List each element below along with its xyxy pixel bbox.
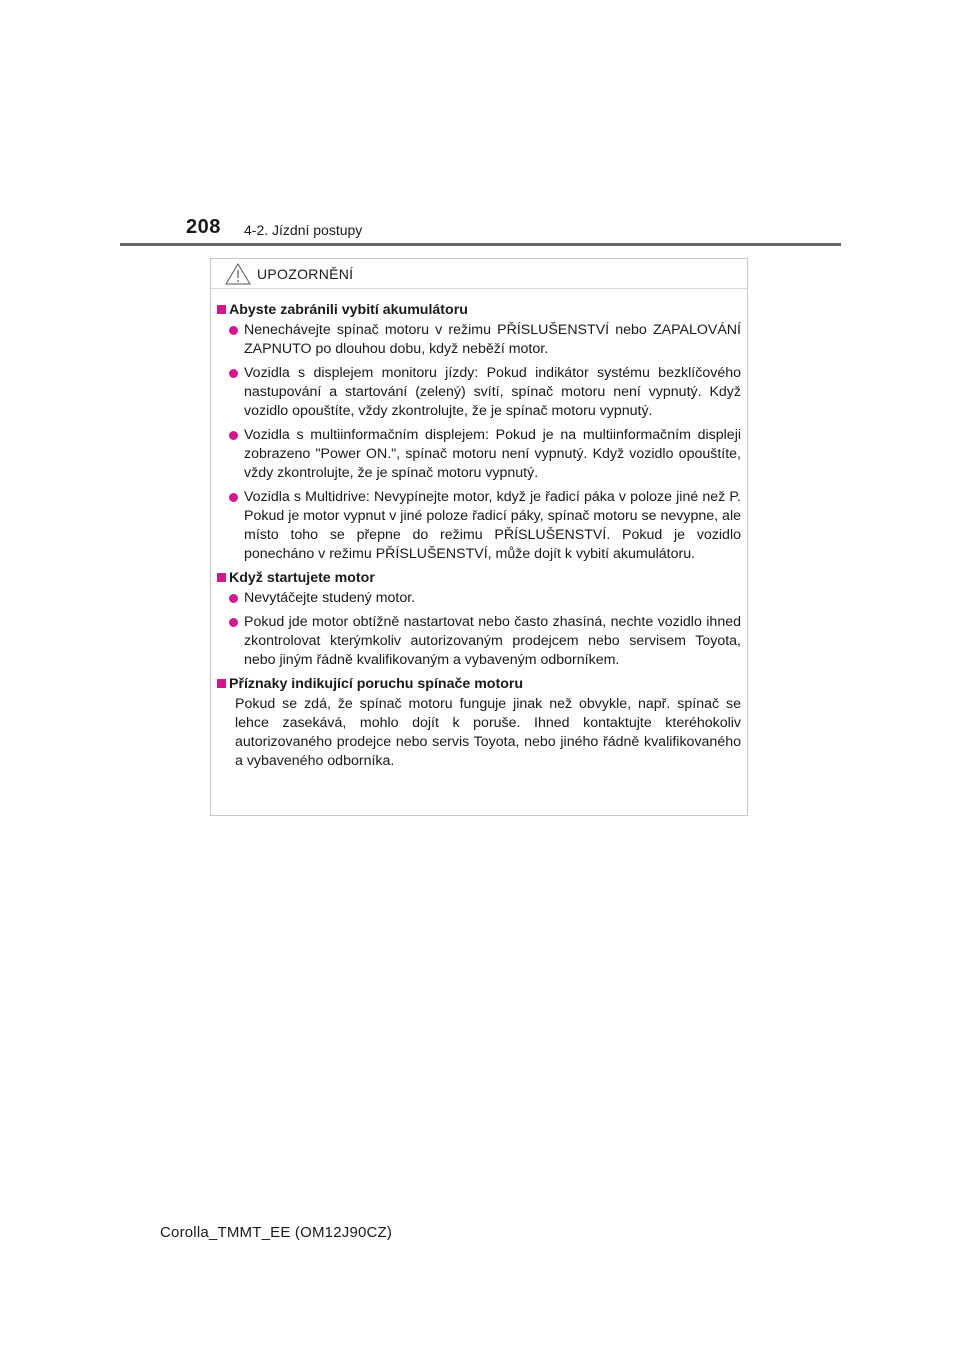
- bullet-text: Nevytáčejte studený motor.: [244, 590, 416, 606]
- bullet-item: [229, 426, 741, 483]
- warning-triangle-icon: [225, 263, 251, 285]
- square-bullet-icon: [217, 573, 226, 582]
- square-bullet-icon: [217, 679, 226, 688]
- bullet-text: Nenechávejte spínač motoru v režimu PŘÍSLUŠENSTVÍ nebo ZAPALOVÁNÍ ZAPNUTO po dlouhou dobu, když neběží motor.: [244, 322, 741, 357]
- warning-header: [211, 259, 747, 289]
- document-code: Corolla_TMMT_EE (OM12J90CZ): [160, 1224, 393, 1241]
- topic-heading-text: Příznaky indikující poruchu spínače motoru: [229, 676, 524, 692]
- bullet-text: Vozidla s multiinformačním displejem: Pokud je na multiinformačním displeji zobrazeno "Power ON.", spínač motoru není vypnutý. Když vozidlo opouštíte, vždy zkontrolujte, že je spínač motoru vypnutý.: [244, 427, 741, 481]
- bullet-text: Pokud jde motor obtížně nastartovat nebo často zhasíná, nechte vozidlo ihned zkontrolovat kterýmkoliv autorizovaným prodejcem nebo servisem Toyota, nebo jiným řádně kvalifikovaným a vybaveným odborníkem.: [244, 614, 741, 668]
- bullet-item: [229, 589, 741, 608]
- bullet-item: [229, 364, 741, 421]
- warning-title: UPOZORNĚNÍ: [257, 265, 354, 282]
- header-rule: [120, 243, 841, 246]
- bullet-item: [229, 613, 741, 670]
- bullet-text: Vozidla s displejem monitoru jízdy: Pokud indikátor systému bezklíčového nastupování a startování (zelený) svítí, spínač motoru není vypnutý. Když vozidlo opouštíte, vždy zkontrolujte, že je spínač motoru vypnutý.: [244, 365, 741, 419]
- round-bullet-icon: [229, 493, 238, 502]
- round-bullet-icon: [229, 369, 238, 378]
- warning-content: [211, 289, 747, 771]
- warning-box: [210, 258, 748, 816]
- section-title: 4-2. Jízdní postupy: [244, 222, 363, 238]
- round-bullet-icon: [229, 431, 238, 440]
- topic-paragraph: Pokud se zdá, že spínač motoru funguje jinak než obvykle, např. spínač se lehce zasekává, mohlo dojít k poruše. Ihned kontaktujte kteréhokoliv autorizovaného prodejce nebo servis Toyota, nebo jiného řádně kvalifikovaného a vybaveného odborníka.: [235, 696, 741, 769]
- topic-heading: [217, 301, 741, 320]
- topic-heading: [217, 569, 741, 588]
- bullet-text: Vozidla s Multidrive: Nevypínejte motor, když je řadicí páka v poloze jiné než P. Pokud je motor vypnut v jiné poloze řadicí páky, spínač motoru se nevypne, ale místo toho se přepne do režimu PŘÍSLUŠENSTVÍ. Pokud je vozidlo ponecháno v režimu PŘÍSLUŠENSTVÍ, může dojít k vybití akumulátoru.: [244, 489, 741, 562]
- round-bullet-icon: [229, 326, 238, 335]
- bullet-item: [229, 321, 741, 359]
- bullet-item: [229, 488, 741, 564]
- round-bullet-icon: [229, 594, 238, 603]
- page-number: 208: [186, 216, 221, 238]
- topic-heading-text: Abyste zabránili vybití akumulátoru: [229, 302, 468, 318]
- topic-heading: [217, 675, 741, 694]
- round-bullet-icon: [229, 618, 238, 627]
- square-bullet-icon: [217, 305, 226, 314]
- topic-heading-text: Když startujete motor: [229, 570, 375, 586]
